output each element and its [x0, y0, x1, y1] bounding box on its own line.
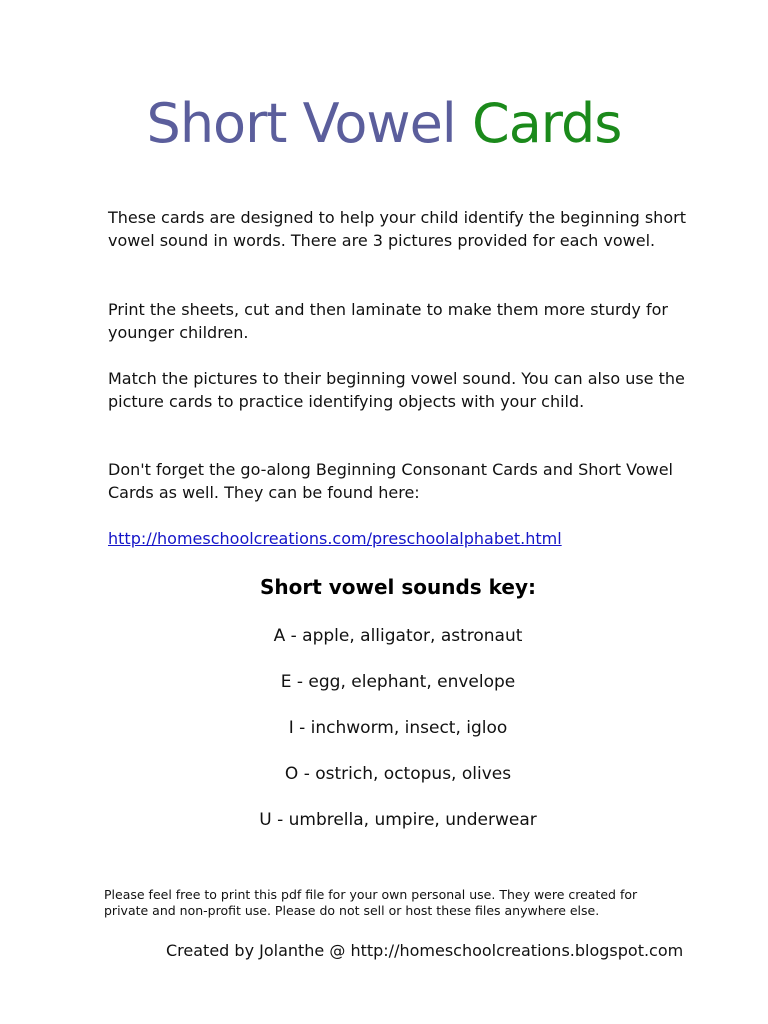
- vowel-key-list: [0, 624, 768, 854]
- preschool-alphabet-link[interactable]: http://homeschoolcreations.com/preschoolalphabet.html: [108, 529, 562, 548]
- intro-paragraph-matching: Match the pictures to their beginning vowel sound. You can also use the picture cards to practice identifying objects with your child.: [108, 369, 685, 411]
- page-title: [0, 92, 768, 155]
- intro-paragraph-purpose: These cards are designed to help your child identify the beginning short vowel sound in words. There are 3 pictures provided for each vowel.: [108, 208, 686, 250]
- intro-paragraph-related-cards: Don't forget the go-along Beginning Consonant Cards and Short Vowel Cards as well. They can be found here:: [108, 460, 673, 502]
- vowel-key-item-u: U - umbrella, umpire, underwear: [259, 810, 537, 830]
- usage-note: Please feel free to print this pdf file for your own personal use. They were created for private and non-profit use. Please do not sell or host these files anywhere else.: [104, 887, 638, 918]
- title-short-vowel: Short Vowel: [146, 92, 456, 155]
- vowel-key-item-o: O - ostrich, octopus, olives: [284, 764, 512, 784]
- title-cards: Cards: [471, 92, 622, 155]
- vowel-key-item-i: I - inchworm, insect, igloo: [288, 718, 508, 738]
- creator-credit: Created by Jolanthe @ http://homeschoolcreations.blogspot.com: [166, 941, 684, 960]
- vowel-key-item-a: A - apple, alligator, astronaut: [273, 626, 523, 646]
- vowel-key-item-e: E - egg, elephant, envelope: [280, 672, 516, 692]
- intro-paragraph-printing: Print the sheets, cut and then laminate to make them more sturdy for younger children.: [108, 300, 668, 342]
- vowel-key-heading: Short vowel sounds key:: [259, 575, 537, 599]
